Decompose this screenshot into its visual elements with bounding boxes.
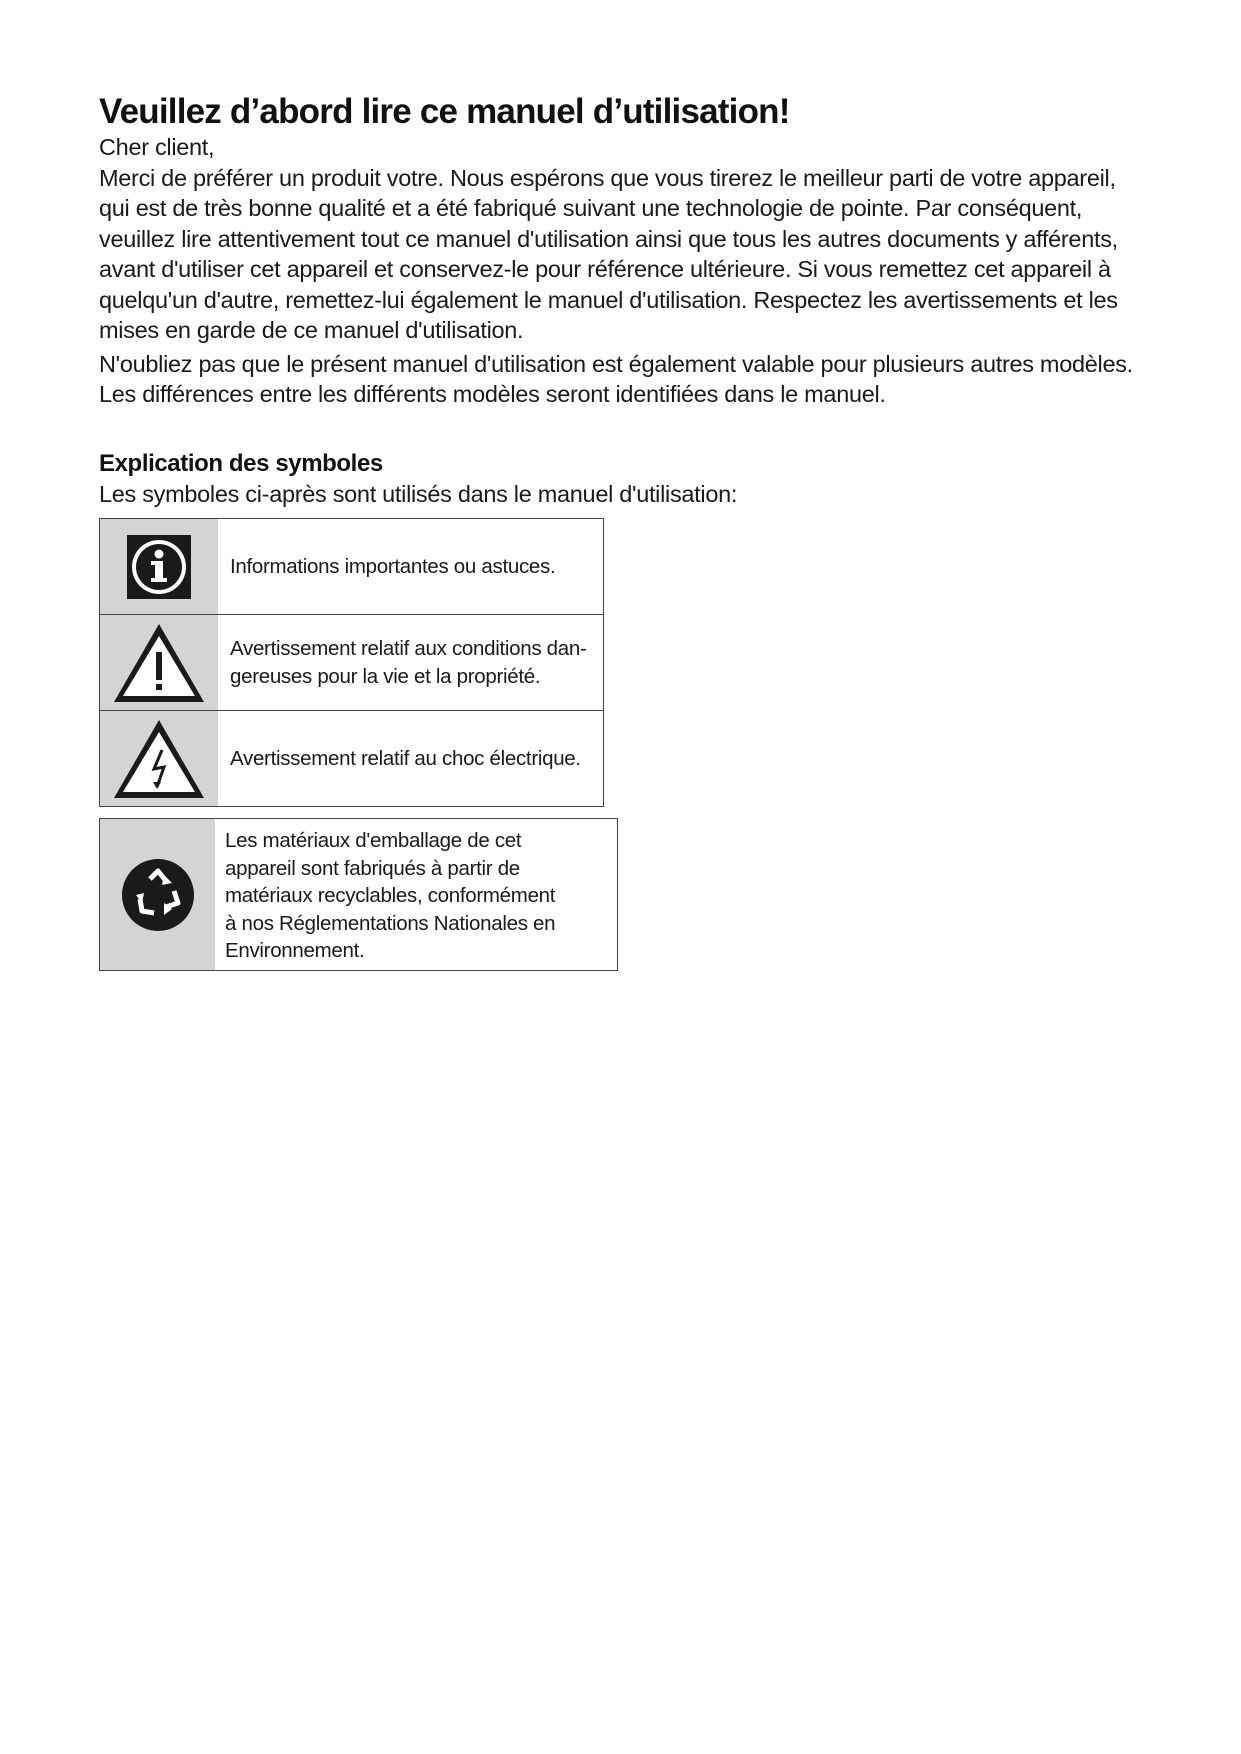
recycling-note [99,818,618,971]
symbol-row-electric [100,710,603,806]
symbol-description: Avertissement relatif aux conditions dan-gereuses pour la vie et la propriété. [230,636,587,688]
recycling-line: Les matériaux d'emballage de cet [225,829,522,852]
symbol-icon-cell [100,711,218,806]
symbol-description: Avertissement relatif au choc électrique. [230,746,581,770]
intro-section [99,132,1149,410]
symbols-heading: Explication des symboles [99,450,383,477]
info-icon [125,533,193,601]
symbol-row-info [100,519,603,614]
recycling-line: matériaux recyclables, conformément [225,884,556,907]
warning-icon [111,621,207,705]
symbols-lead: Les symboles ci-après sont utilisés dans le manuel d'utilisation: [99,481,738,507]
recycling-line: appareil sont fabriqués à partir de [225,856,520,880]
recycling-text [215,819,617,970]
symbol-icon-cell [100,615,218,710]
intro-paragraph: Merci de préférer un produit votre. Nous espérons que vous tirerez le meilleur parti de votre appareil, qui est de très bonne qualité et a été fabriqué suivant une technologie de pointe. Par conséquent, veuillez lire attentivement tout ce manuel d'utilisation ainsi que tous les autres documents y afférents, avant d'utiliser cet appareil et conservez-le pour référence ultérieure. Si vous remettez cet appareil à quelqu'un d'autre, remettez-lui également le manuel d'utilisation. Respectez les avertissements et les mises en garde de ce manuel d'utilisation. [99,164,1118,343]
symbol-row-warning [100,614,603,710]
page-title: Veuillez d’abord lire ce manuel d’utilisation! [99,92,790,131]
recycling-line: à nos Réglementations Nationales en [225,911,556,935]
greeting: Cher client, [99,134,215,160]
symbol-description: Informations importantes ou astuces. [230,554,556,578]
electric-shock-icon [111,717,207,801]
symbol-icon-cell [100,519,218,614]
symbols-table [99,518,604,807]
recycle-icon [120,857,196,933]
models-note: N'oubliez pas que le présent manuel d'utilisation est également valable pour plusieurs autres modèles. Les différences entre les différents modèles seront identifiées dans le manuel. [99,350,1133,407]
recycling-line: Environnement. [225,939,365,962]
recycle-icon-cell [100,819,215,970]
